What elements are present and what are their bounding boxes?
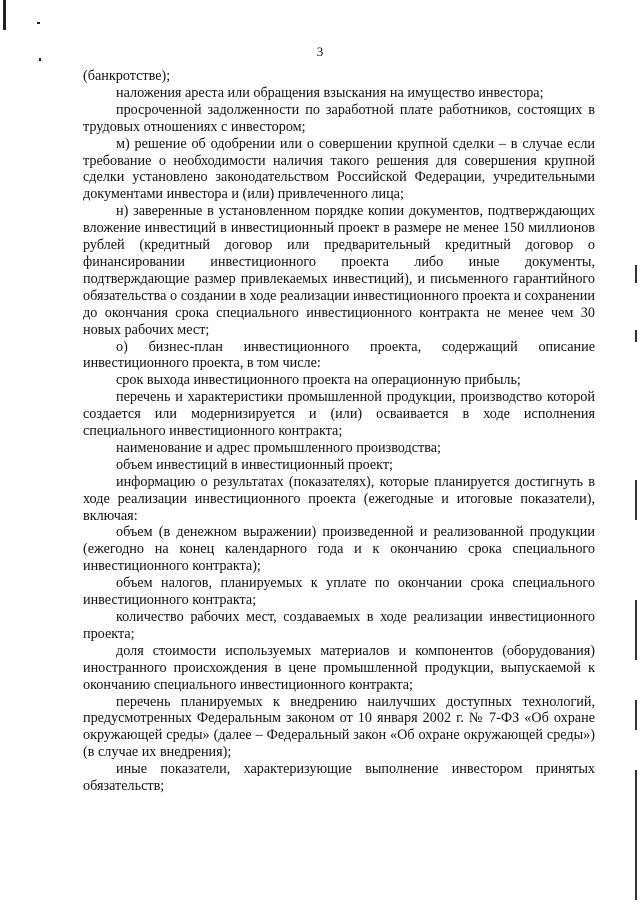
- paragraph: срок выхода инвестиционного проекта на операционную прибыль;: [116, 372, 521, 389]
- document-body: [83, 68, 595, 795]
- paragraph: информацию о результатах (показателях), которые планируется достигнуть в ходе реализации инвестиционного проекта (ежегодные и итоговые показатели), включая:: [83, 473, 595, 524]
- scan-edge-mark: [635, 600, 637, 660]
- paragraph: (банкротстве);: [83, 68, 171, 84]
- paragraph: объем налогов, планируемых к уплате по окончании срока специального инвестиционного контракта;: [83, 575, 595, 609]
- paragraph: доля стоимости используемых материалов и компонентов (оборудования) иностранного происхождения в цене промышленной продукции, выпускаемой к окончанию специального инвестиционного контракта;: [83, 642, 595, 693]
- scan-speck: [37, 22, 40, 24]
- paragraph: наименование и адрес промышленного производства;: [116, 439, 441, 456]
- scan-mark-top: [3, 0, 6, 30]
- page-number: 3: [316, 44, 324, 59]
- scan-edge-mark: [635, 700, 637, 730]
- paragraph: м) решение об одобрении или о совершении крупной сделки – в случае если требование о необходимости наличия такого решения для совершения крупной сделки установлено законодательством Российской Федерации, учредительными документами инвестора и (или) привлеченного лица;: [83, 135, 595, 203]
- paragraph: иные показатели, характеризующие выполнение инвестором принятых обязательств;: [83, 761, 595, 795]
- paragraph: наложения ареста или обращения взыскания на имущество инвестора;: [116, 84, 544, 101]
- scan-edge-mark: [635, 770, 637, 900]
- scan-edge-mark: [635, 265, 637, 283]
- paragraph: просроченной задолженности по заработной плате работников, состоящих в трудовых отношениях с инвестором;: [83, 101, 595, 135]
- scan-edge-mark: [635, 330, 637, 342]
- paragraph: о) бизнес-план инвестиционного проекта, содержащий описание инвестиционного проекта, в том числе:: [83, 338, 595, 372]
- paragraph: н) заверенные в установленном порядке копии документов, подтверждающих вложение инвестиций в инвестиционный проект в размере не менее 150 миллионов рублей (кредитный договор или предварительный кредитный договор о финансировании инвестиционного проекта либо иные документы, подтверждающие размер привлекаемых инвестиций), и письменного гарантийного обязательства о создании в ходе реализации инвестиционного проекта и сохранении до окончания срока специального инвестиционного контракта не менее чем 30 новых рабочих мест;: [83, 203, 595, 338]
- paragraph: объем (в денежном выражении) произведенной и реализованной продукции (ежегодно на конец календарного года и к окончанию срока специального инвестиционного контракта);: [83, 524, 595, 575]
- paragraph: перечень и характеристики промышленной продукции, производство которой создается или модернизируется и (или) осваивается в ходе исполнения специального инвестиционного контракта;: [83, 389, 595, 440]
- scan-edge-mark: [635, 480, 637, 520]
- paragraph: перечень планируемых к внедрению наилучших доступных технологий, предусмотренных Федеральным законом от 10 января 2002 г. № 7-ФЗ «Об охране окружающей среды» (далее – Федеральный закон «Об охране окружающей среды») (в случае их внедрения);: [83, 693, 595, 761]
- paragraph: объем инвестиций в инвестиционный проект;: [116, 456, 394, 473]
- paragraph: количество рабочих мест, создаваемых в ходе реализации инвестиционного проекта;: [83, 609, 595, 642]
